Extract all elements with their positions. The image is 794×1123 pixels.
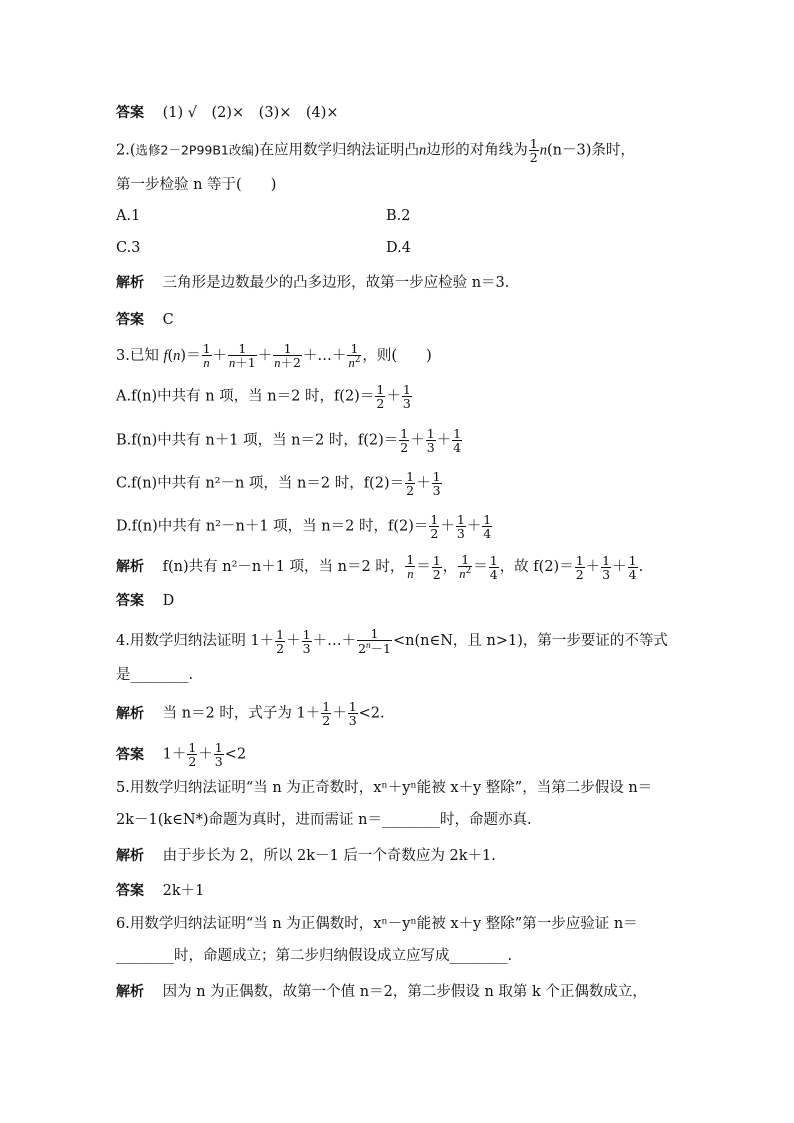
q2-stem-d: (n－3)条时， — [547, 142, 635, 159]
q3-option-b: B.f(n)中共有 n＋1 项，当 n＝2 时，f(2)＝ $\frac{1}{2}$ ＋ $\frac{1}{3}$ ＋ $\frac{1}{4}$ — [116, 426, 462, 456]
q2-answer — [116, 313, 174, 328]
answer-label: 答案 — [116, 312, 144, 328]
q6-analysis — [116, 985, 647, 1000]
q4-answer: 答案 1＋ $\frac{1}{2}$ ＋ $\frac{1}{3}$ <2 — [116, 740, 247, 770]
q4-answer-b: <2 — [224, 746, 247, 763]
analysis-label: 解析 — [116, 559, 144, 576]
q6-line2: ________时，命题成立；第二步归纳假设成立应写成________. — [116, 948, 513, 964]
q2-answer-text: C — [162, 312, 174, 328]
answer-label: 答案 — [116, 746, 144, 763]
q3-option-a-text: A.f(n)中共有 n 项，当 n＝2 时，f(2)＝ — [116, 388, 375, 405]
answer-label: 答案 — [116, 105, 144, 121]
q5-analysis-text: 由于步长为 2，所以 2k－1 后一个奇数应为 2k＋1. — [162, 848, 496, 864]
analysis-label: 解析 — [116, 275, 144, 291]
q3-option-d-text: D.f(n)中共有 n²－n＋1 项，当 n＝2 时，f(2)＝ — [116, 518, 429, 535]
q4-analysis-a: 当 n＝2 时，式子为 1＋ — [162, 705, 321, 722]
q4-analysis-b: <2. — [358, 705, 385, 722]
q4-answer-a: 1＋ — [162, 746, 187, 763]
answer-1-text: (1) √ (2)× (3)× (4)× — [162, 105, 339, 121]
q3-analysis-a: f(n)共有 n²－n＋1 项，当 n＝2 时， — [162, 559, 405, 576]
q3-option-a: A.f(n)中共有 n 项，当 n＝2 时，f(2)＝ $\frac{1}{2}$ ＋ $\frac{1}{3}$ — [116, 382, 411, 412]
q3-stem: 3.已知 f(n)＝ $\frac{1}{n}$ ＋ $\frac{1}{n+1}$ ＋ $\frac{1}{n+2}$ ＋…＋ $\frac{1}{n^2}$ ，则( ) — [116, 341, 432, 371]
q2-stem-c: 边形的对角线为 — [426, 142, 528, 159]
q5-analysis — [116, 849, 496, 864]
q3-option-c: C.f(n)中共有 n²－n 项，当 n＝2 时，f(2)＝ $\frac{1}{2}$ ＋ $\frac{1}{3}$ — [116, 469, 441, 499]
q4-stem-a: 4.用数学归纳法证明 1＋ — [116, 633, 275, 650]
q3-stem-a: 3.已知 — [116, 348, 164, 365]
q6-analysis-text: 因为 n 为正偶数，故第一个值 n＝2，第二步假设 n 取第 k 个正偶数成立， — [162, 984, 647, 1000]
q5-line2: 2k－1(k∈N*)命题为真时，进而需证 n＝________时，命题亦真. — [116, 812, 532, 828]
q2-stem: 2.(选修2－2P99B1改编)在应用数学归纳法证明凸n边形的对角线为 $\frac{1}{2}$ n(n－3)条时， — [116, 136, 635, 166]
q2-number: 2.( — [116, 142, 136, 159]
q5-answer-text: 2k＋1 — [162, 883, 205, 899]
q2-line2: 第一步检验 n 等于( ) — [116, 177, 277, 193]
q3-option-d: D.f(n)中共有 n²－n＋1 项，当 n＝2 时，f(2)＝ $\frac{1}{2}$ ＋ $\frac{1}{3}$ ＋ $\frac{1}{4}$ — [116, 512, 492, 542]
analysis-label: 解析 — [116, 848, 144, 864]
q3-analysis-b: ，故 f(2)＝ — [499, 559, 574, 576]
answer-label: 答案 — [116, 593, 144, 609]
q3-option-b-text: B.f(n)中共有 n＋1 项，当 n＝2 时，f(2)＝ — [116, 432, 399, 449]
analysis-label: 解析 — [116, 984, 144, 1000]
q2-analysis-text: 三角形是边数最少的凸多边形，故第一步应检验 n＝3. — [162, 275, 510, 291]
q2-option-d: D.4 — [386, 240, 411, 256]
q5-line1: 5.用数学归纳法证明“当 n 为正奇数时，xⁿ＋yⁿ能被 x＋y 整除”，当第二步假设 n＝ — [116, 780, 653, 796]
q3-analysis: 解析 f(n)共有 n²－n＋1 项，当 n＝2 时， $\frac{1}{n}$ ＝ $\frac{1}{2}$ ， $\frac{1}{n^2}$ ＝ $\frac{1}{4}$ ，故 f(2)＝ $\frac{1}{2}$ ＋ $\frac{1}{3}$ ＋ $\frac{1}{4}$ . — [116, 552, 644, 582]
answer-label: 答案 — [116, 883, 144, 899]
q2-source: 选修2－2P99B1改编 — [135, 142, 254, 158]
q5-answer — [116, 884, 204, 899]
q2-option-c: C.3 — [116, 240, 141, 256]
q3-answer-text: D — [162, 593, 175, 609]
q4-analysis: 解析 当 n＝2 时，式子为 1＋ $\frac{1}{2}$ ＋ $\frac{1}{3}$ <2. — [116, 699, 385, 729]
q4-stem-b: <n(n∈N，且 n>1)，第一步要证的不等式 — [392, 633, 668, 650]
q3-answer — [116, 594, 174, 609]
q3-option-c-text: C.f(n)中共有 n²－n 项，当 n＝2 时，f(2)＝ — [116, 475, 405, 492]
q4-line2: 是________. — [116, 667, 194, 683]
q6-line1: 6.用数学归纳法证明“当 n 为正偶数时，xⁿ－yⁿ能被 x＋y 整除”第一步应验证 n＝ — [116, 916, 638, 932]
answer-1-line — [116, 106, 339, 121]
q2-stem-b: )在应用数学归纳法证明凸 — [253, 142, 420, 159]
q2-analysis — [116, 276, 509, 291]
q4-stem: 4.用数学归纳法证明 1＋ $\frac{1}{2}$ ＋ $\frac{1}{3}$ ＋…＋ $\frac{1}{2^n-1}$ <n(n∈N，且 n>1)，第一步要证的不等式 — [116, 626, 668, 657]
fraction-half: $\frac{1}{2}$ — [529, 136, 538, 166]
analysis-label: 解析 — [116, 705, 144, 722]
q2-option-a: A.1 — [116, 208, 141, 224]
q2-option-b: B.2 — [386, 208, 411, 224]
q3-stem-b: ，则( ) — [362, 348, 432, 365]
